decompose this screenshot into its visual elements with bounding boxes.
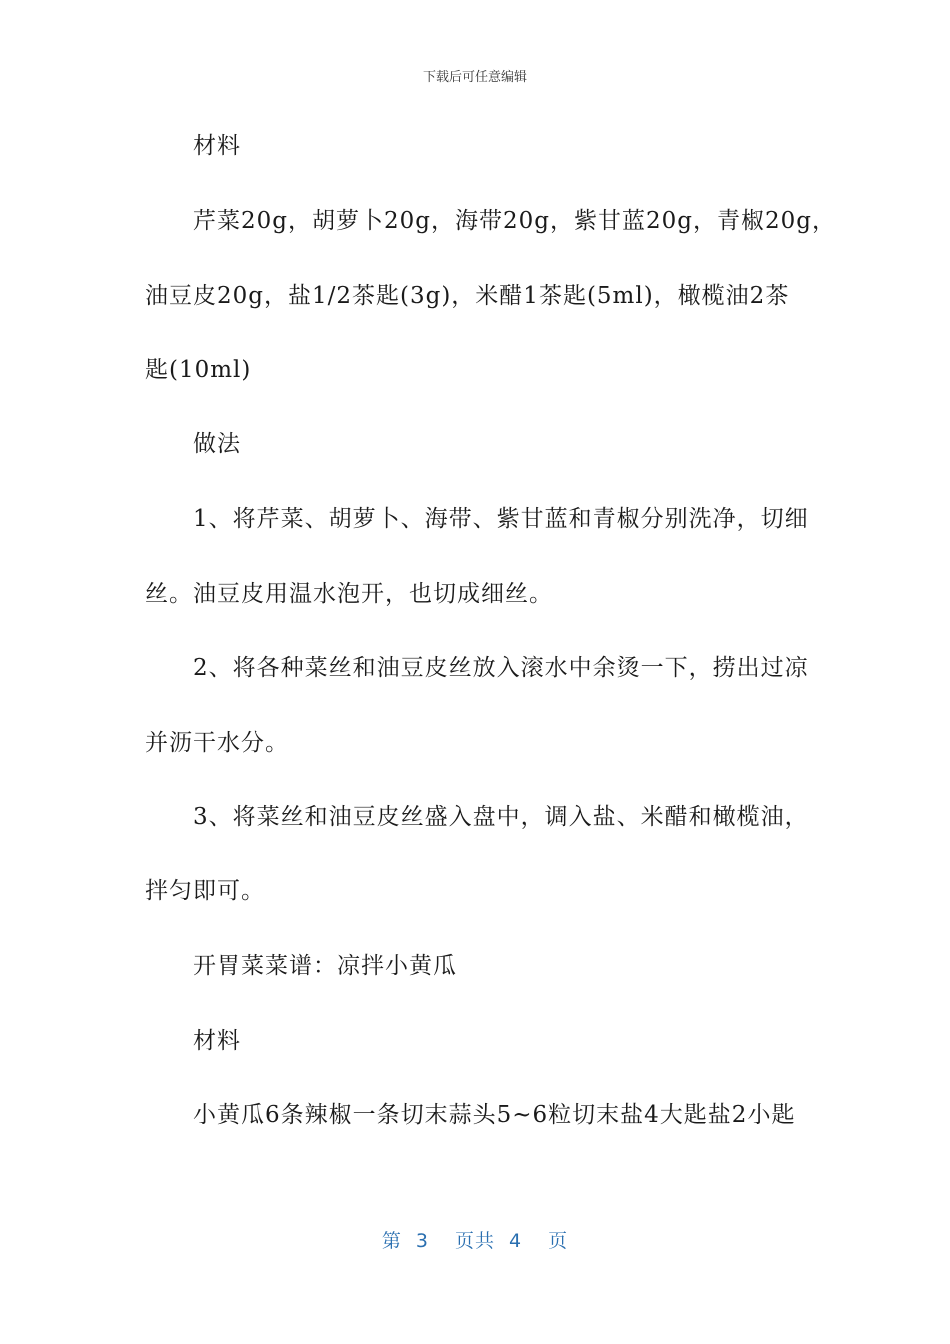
page-label-suffix: 页 xyxy=(548,1230,569,1252)
paragraph-line: 匙(10ml) xyxy=(145,357,252,383)
paragraph-line: 3、将菜丝和油豆皮丝盛入盘中，调入盐、米醋和橄榄油， xyxy=(193,804,809,830)
paragraph-line: 1、将芹菜、胡萝卜、海带、紫甘蓝和青椒分别洗净，切细 xyxy=(193,506,809,532)
paragraph-line: 油豆皮20g，盐1/2茶匙(3g)，米醋1茶匙(5ml)，橄榄油2茶 xyxy=(145,283,790,309)
paragraph-line: 丝。油豆皮用温水泡开，也切成细丝。 xyxy=(145,581,553,607)
page-number-footer xyxy=(0,1226,950,1253)
current-page-number: 3 xyxy=(415,1230,429,1252)
total-pages-number: 4 xyxy=(509,1230,523,1252)
paragraph-line: 2、将各种菜丝和油豆皮丝放入滚水中余烫一下，捞出过凉 xyxy=(193,655,809,681)
paragraph-line: 并沥干水分。 xyxy=(145,730,289,756)
page-header-note: 下载后可任意编辑 xyxy=(422,70,527,85)
paragraph-line: 芹菜20g，胡萝卜20g，海带20g，紫甘蓝20g，青椒20g， xyxy=(193,208,836,234)
recipe-title: 开胃菜菜谱：凉拌小黄瓜 xyxy=(193,953,457,979)
section-heading-materials: 材料 xyxy=(193,1028,241,1054)
paragraph-line: 小黄瓜6条辣椒一条切末蒜头5~6粒切末盐4大匙盐2小匙 xyxy=(193,1102,796,1128)
paragraph-line: 拌匀即可。 xyxy=(145,878,265,904)
page-label-prefix: 第 xyxy=(381,1230,402,1252)
section-heading-method: 做法 xyxy=(193,431,241,457)
section-heading-materials: 材料 xyxy=(193,133,241,159)
page-label-mid: 页共 xyxy=(454,1230,495,1252)
